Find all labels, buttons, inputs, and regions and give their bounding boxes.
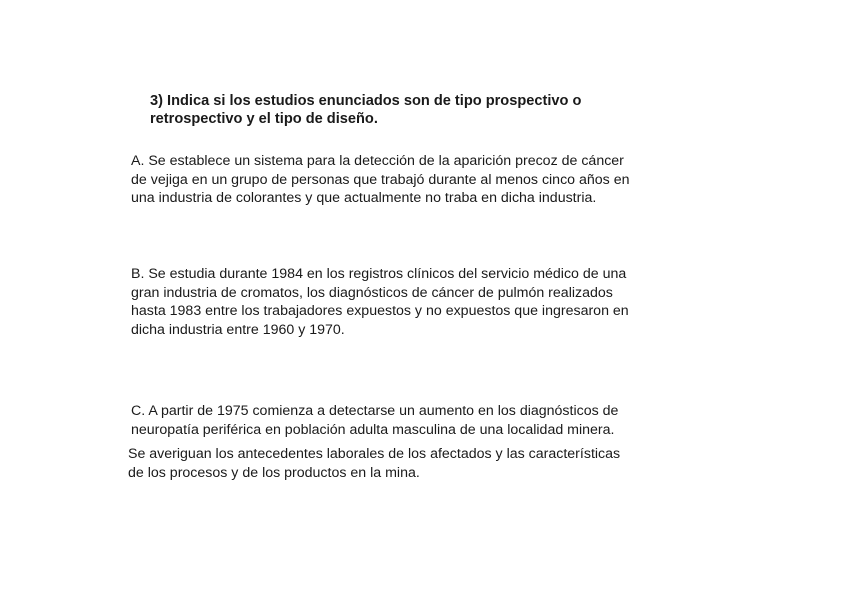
item-a-paragraph	[131, 152, 731, 208]
item-b-paragraph	[131, 265, 731, 339]
question-title-line: 3) Indica si los estudios enunciados son de tipo prospectivo o	[150, 93, 582, 109]
item-c-paragraph	[131, 402, 731, 439]
item-c-extra-line: de los procesos y de los productos en la mina.	[128, 464, 420, 481]
question-title	[150, 92, 710, 128]
item-b-line: hasta 1983 entre los trabajadores expuestos y no expuestos que ingresaron en	[131, 303, 629, 320]
item-c-extra-line: Se averiguan los antecedentes laborales de los afectados y las características	[128, 446, 621, 462]
item-c-line: neuropatía periférica en población adulta masculina de una localidad minera.	[131, 421, 615, 438]
item-a-line: una industria de colorantes y que actualmente no traba en dicha industria.	[131, 190, 597, 207]
item-c-continuation	[128, 445, 728, 482]
item-a-line: de vejiga en un grupo de personas que trabajó durante al menos cinco años en	[131, 171, 630, 188]
item-a-line: A. Se establece un sistema para la detección de la aparición precoz de cáncer	[131, 153, 624, 169]
item-b-line: B. Se estudia durante 1984 en los registros clínicos del servicio médico de una	[131, 266, 627, 282]
item-b-line: gran industria de cromatos, los diagnósticos de cáncer de pulmón realizados	[131, 284, 613, 301]
item-c-line: C. A partir de 1975 comienza a detectarse un aumento en los diagnósticos de	[131, 403, 619, 419]
item-b-line: dicha industria entre 1960 y 1970.	[131, 321, 345, 338]
question-title-line: retrospectivo y el tipo de diseño.	[150, 111, 378, 127]
